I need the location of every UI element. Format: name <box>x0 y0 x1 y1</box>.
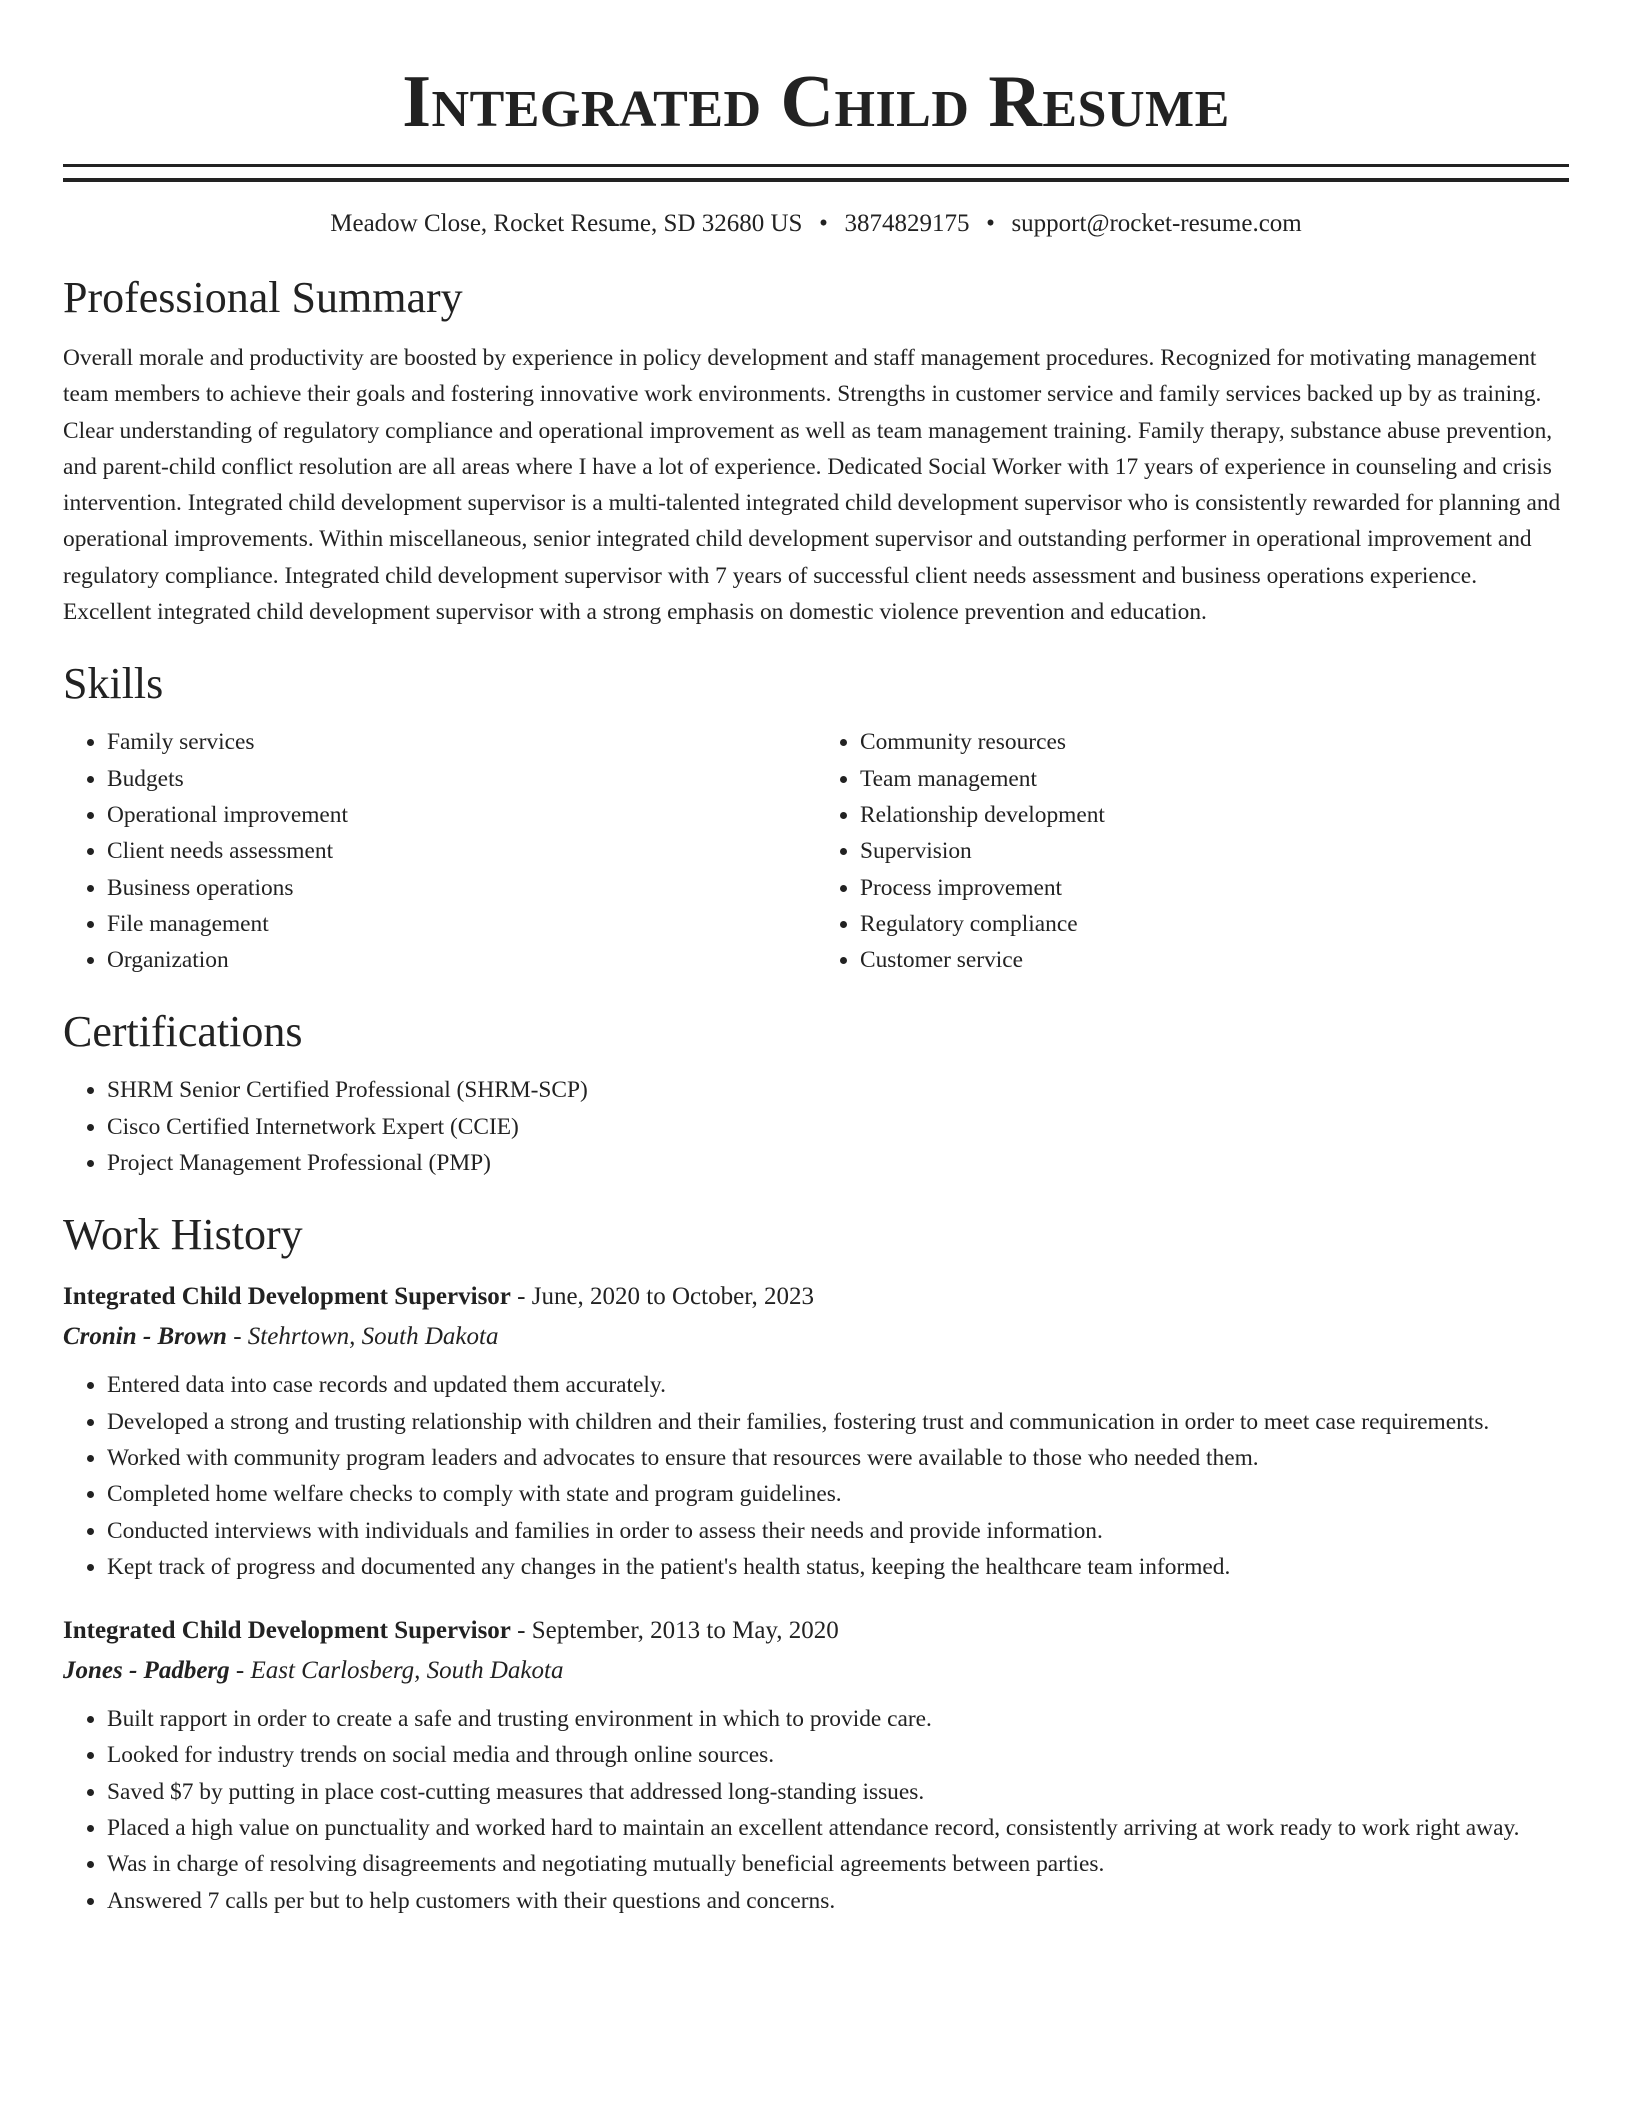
certification-item: • SHRM Senior Certified Professional (SHRM-SCP) <box>107 1072 1569 1108</box>
resume-title: Integrated Child Resume <box>402 61 1230 143</box>
contact-line <box>63 208 1569 240</box>
certification-item: • Project Management Professional (PMP) <box>107 1145 1569 1181</box>
job-location: - Stehrtown, South Dakota <box>226 1323 499 1351</box>
job-bullets <box>63 1367 1569 1585</box>
work-history-section <box>63 1209 1569 1919</box>
job-bullet: • Answered 7 calls per but to help customers with their questions and concerns. <box>107 1883 1569 1919</box>
contact-separator: • <box>986 210 995 237</box>
job-dates: - June, 2020 to October, 2023 <box>510 1283 815 1311</box>
skill-item: • Team management <box>860 761 1569 797</box>
skill-item: • Regulatory compliance <box>860 906 1569 942</box>
job-company-line <box>63 1317 1569 1357</box>
job-dates: - September, 2013 to May, 2020 <box>510 1617 839 1645</box>
skill-item: • Customer service <box>860 942 1569 978</box>
job-bullet: • Completed home welfare checks to comply with state and program guidelines. <box>107 1476 1569 1512</box>
skills-list-left <box>63 724 816 978</box>
job-bullet: • Was in charge of resolving disagreements and negotiating mutually beneficial agreements between parties. <box>107 1846 1569 1882</box>
job-bullets <box>63 1701 1569 1919</box>
job-bullet: • Placed a high value on punctuality and worked hard to maintain an excellent attendance record, consistently arriving at work ready to work right away. <box>107 1810 1569 1846</box>
skills-columns <box>63 724 1569 978</box>
skill-item: • Supervision <box>860 833 1569 869</box>
summary-text: Overall morale and productivity are boosted by experience in policy development and staff management procedures. Recognized for motivating management team members to achieve their goals and fostering innovative work environments. Strengths in customer service and family services backed up by as training. Clear understanding of regulatory compliance and operational improvement as well as team management training. Family therapy, substance abuse prevention, and parent-child conflict resolution are all areas where I have a lot of experience. Dedicated Social Worker with 17 years of experience in counseling and crisis intervention. Integrated child development supervisor is a multi-talented integrated child development supervisor who is consistently rewarded for planning and operational improvements. Within miscellaneous, senior integrated child development supervisor and outstanding performer in operational improvement and regulatory compliance. Integrated child development supervisor with 7 years of successful client needs assessment and business operations experience. Excellent integrated child development supervisor with a strong emphasis on domestic violence prevention and education. <box>63 345 1561 626</box>
certifications-section <box>63 1006 1569 1181</box>
job-title-line <box>63 1277 1569 1317</box>
job-company-line <box>63 1651 1569 1691</box>
skill-item: • Family services <box>107 724 816 760</box>
contact-separator: • <box>819 210 828 237</box>
job-bullet: • Looked for industry trends on social media and through online sources. <box>107 1737 1569 1773</box>
skill-item: • Process improvement <box>860 870 1569 906</box>
job-company: Cronin - Brown <box>63 1323 227 1351</box>
certification-item: • Cisco Certified Internetwork Expert (CCIE) <box>107 1109 1569 1145</box>
job-title: Integrated Child Development Supervisor <box>63 1283 511 1311</box>
job-bullet: • Saved $7 by putting in place cost-cutting measures that addressed long-standing issues. <box>107 1774 1569 1810</box>
skill-item: • Budgets <box>107 761 816 797</box>
job-location: - East Carlosberg, South Dakota <box>229 1657 564 1685</box>
contact-email: support@rocket-resume.com <box>1011 210 1302 237</box>
job-bullet: • Conducted interviews with individuals and families in order to assess their needs and provide information. <box>107 1513 1569 1549</box>
title-divider <box>63 164 1569 182</box>
skills-heading: Skills <box>63 659 164 709</box>
job-company: Jones - Padberg <box>63 1657 230 1685</box>
skill-item: • Relationship development <box>860 797 1569 833</box>
job-bullet: • Developed a strong and trusting relationship with children and their families, fostering trust and communication in order to meet case requirements. <box>107 1404 1569 1440</box>
skill-item: • Operational improvement <box>107 797 816 833</box>
skill-item: • Business operations <box>107 870 816 906</box>
skill-item: • Community resources <box>860 724 1569 760</box>
skill-item: • Organization <box>107 942 816 978</box>
skill-item: • File management <box>107 906 816 942</box>
certifications-heading: Certifications <box>63 1007 303 1057</box>
job-bullet: • Built rapport in order to create a safe and trusting environment in which to provide care. <box>107 1701 1569 1737</box>
job-entry <box>63 1611 1569 1919</box>
work-history-heading: Work History <box>63 1210 303 1260</box>
job-title: Integrated Child Development Supervisor <box>63 1617 511 1645</box>
summary-heading: Professional Summary <box>63 273 463 322</box>
contact-address: Meadow Close, Rocket Resume, SD 32680 US <box>330 210 803 237</box>
job-bullet: • Entered data into case records and updated them accurately. <box>107 1367 1569 1403</box>
skills-list-right <box>816 724 1569 978</box>
job-entry <box>63 1277 1569 1585</box>
job-bullet: • Kept track of progress and documented any changes in the patient's health status, keeping the healthcare team informed. <box>107 1549 1569 1585</box>
summary-section <box>63 272 1569 630</box>
contact-phone: 3874829175 <box>844 210 970 237</box>
job-bullet: • Worked with community program leaders and advocates to ensure that resources were available to those who needed them. <box>107 1440 1569 1476</box>
skills-section <box>63 658 1569 978</box>
job-title-line <box>63 1611 1569 1651</box>
skill-item: • Client needs assessment <box>107 833 816 869</box>
certifications-list <box>63 1072 1569 1181</box>
